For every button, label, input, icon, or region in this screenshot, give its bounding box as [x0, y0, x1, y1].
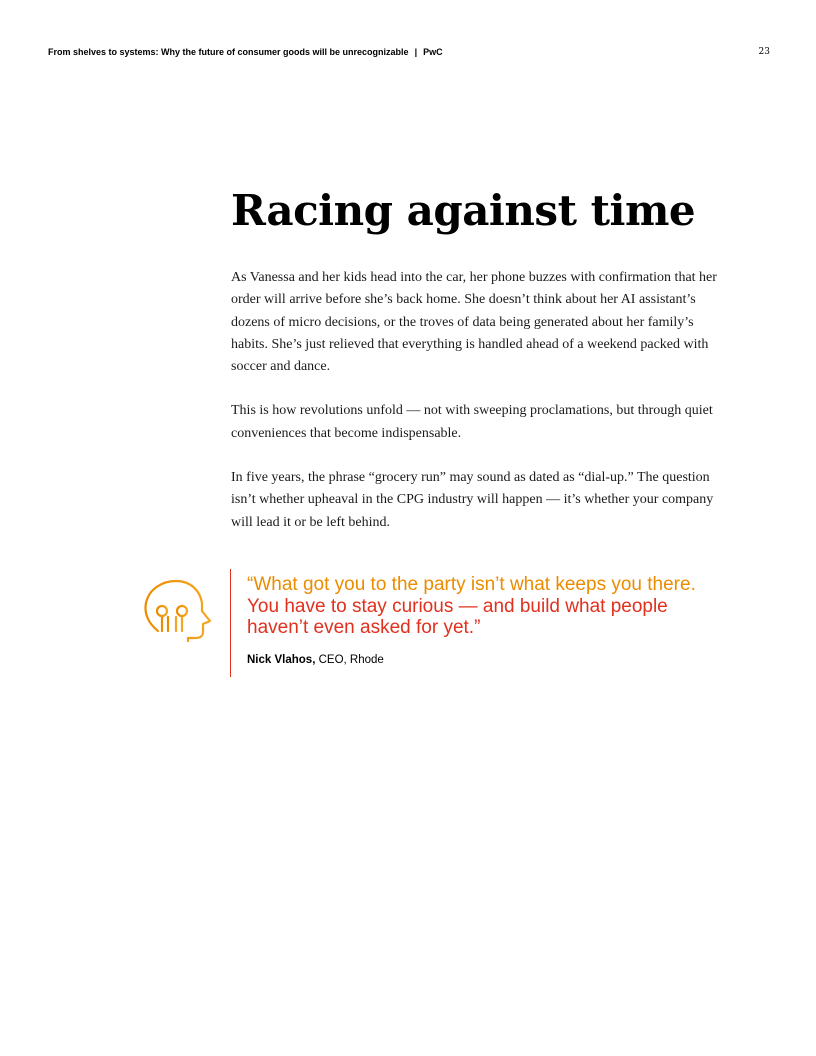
quote-line-1: “What got you to the party isn’t what keeps you there.	[247, 574, 696, 595]
quote-divider	[230, 569, 231, 677]
page-header	[48, 47, 770, 61]
paragraph-2: This is how revolutions unfold — not with sweeping proclamations, but through quiet conveniences that become indispensable.	[231, 403, 713, 441]
paragraph-3: In five years, the phrase “grocery run” may sound as dated as “dial-up.” The question isn’t whether upheaval in the CPG industry will happen — it’s whether your company will lead it or be left behind.	[231, 470, 714, 530]
page-number: 23	[758, 47, 770, 57]
quote-text	[247, 574, 757, 639]
header-title: From shelves to systems: Why the future of consumer goods will be unrecognizable	[48, 47, 409, 57]
header-title-group	[48, 47, 443, 57]
lightbulb-head-icon	[140, 577, 212, 669]
author-title: CEO, Rhode	[318, 654, 384, 666]
quote-line-2: You have to stay curious — and build what people	[247, 595, 668, 617]
header-separator: |	[414, 47, 418, 57]
author-name: Nick Vlahos,	[247, 654, 316, 666]
quote-line-3: haven’t even asked for yet.”	[247, 617, 481, 638]
body-text	[231, 267, 721, 556]
quote-attribution	[247, 654, 384, 666]
headline: Racing against time	[231, 186, 696, 235]
pull-quote	[140, 569, 760, 679]
header-brand: PwC	[423, 47, 443, 57]
paragraph-1: As Vanessa and her kids head into the car, her phone buzzes with confirmation that her order will arrive before she’s back home. She doesn’t think about her AI assistant’s dozens of micro decisions, or the troves of data being generated about her family’s habits. She’s just relieved that everything is handled ahead of a weekend packed with soccer and dance.	[231, 270, 717, 375]
